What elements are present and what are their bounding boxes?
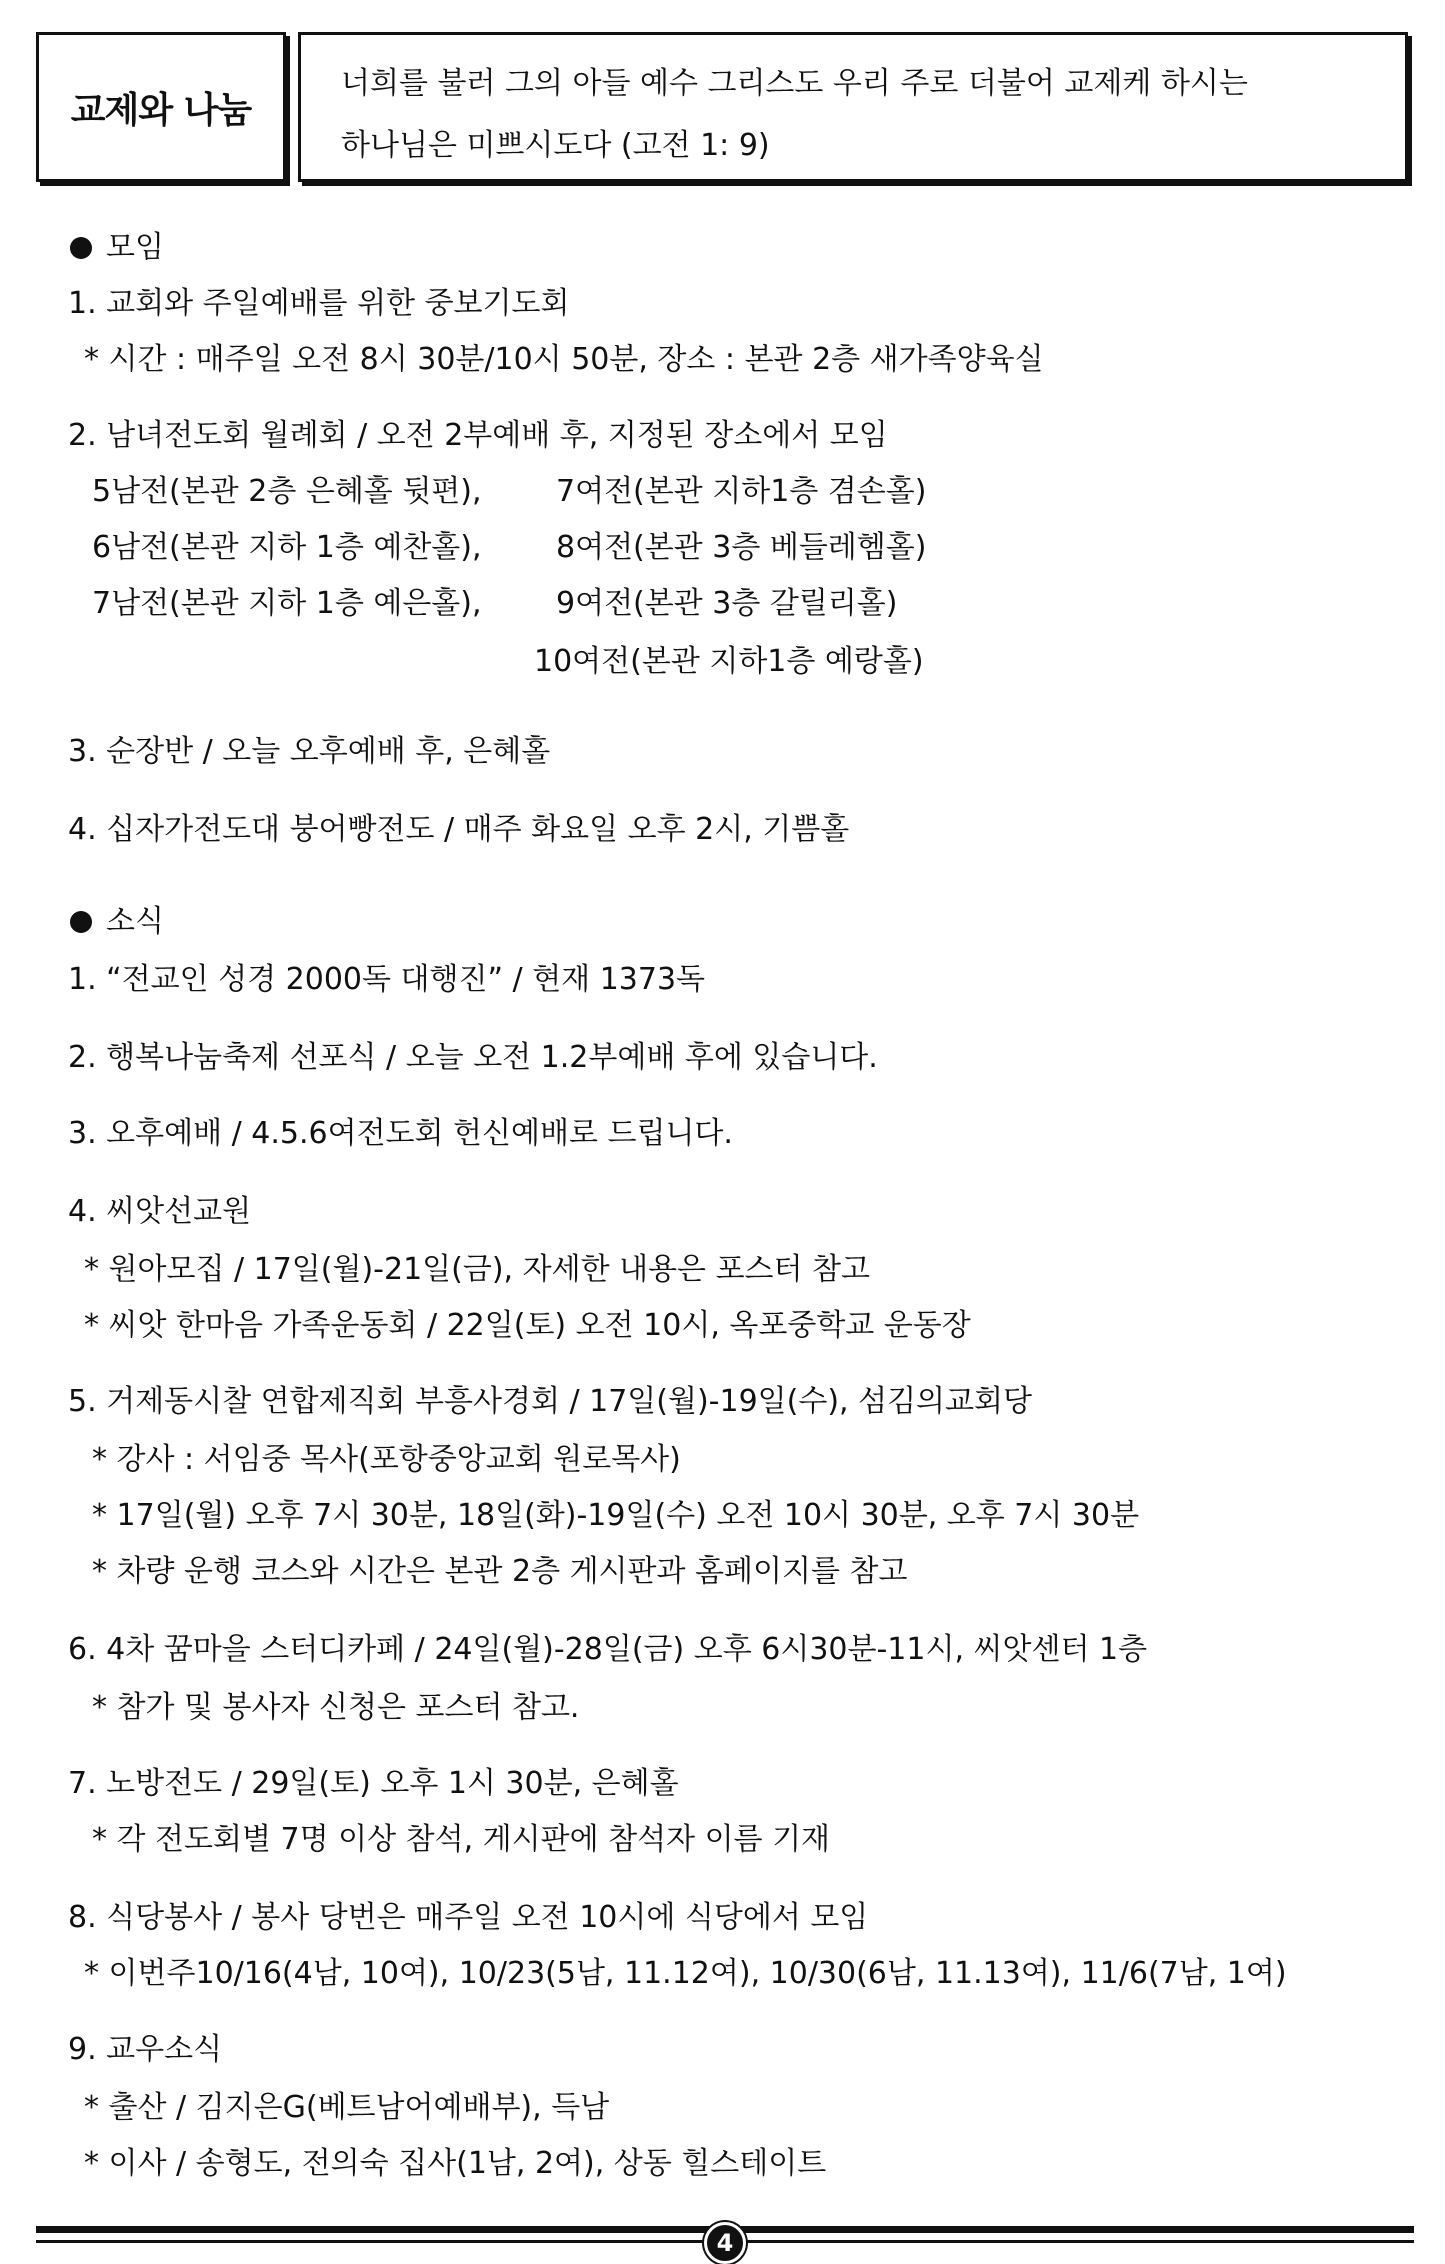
news-item-1: 1. “전교인 성경 2000독 대행진” / 현재 1373독 xyxy=(68,962,706,997)
women-group-1: 7여전(본관 지하1층 겸손홀) xyxy=(556,474,927,509)
news-item-6: 6. 4차 꿈마을 스터디카페 / 24일(월)-28일(금) 오후 6시30분-11시, 씨앗센터 1층 xyxy=(68,1632,1148,1667)
news-item-2: 2. 행복나눔축제 선포식 / 오늘 오전 1.2부예배 후에 있습니다. xyxy=(68,1040,878,1075)
news-item-4-detail-1: * 원아모집 / 17일(월)-21일(금), 자세한 내용은 포스터 참고 xyxy=(84,1252,871,1287)
meeting-item-1: 1. 교회와 주일예배를 위한 중보기도회 xyxy=(68,286,570,321)
bullet-icon xyxy=(70,237,92,259)
meeting-item-2: 2. 남녀전도회 월례회 / 오전 2부예배 후, 지정된 장소에서 모임 xyxy=(68,418,888,453)
news-item-5-detail-2: * 17일(월) 오후 7시 30분, 18일(화)-19일(수) 오전 10시 30분, 오후 7시 30분 xyxy=(92,1498,1140,1533)
verse-box xyxy=(298,32,1408,182)
bullet-icon xyxy=(70,911,92,933)
verse-line-1: 너희를 불러 그의 아들 예수 그리스도 우리 주로 더불어 교제케 하시는 xyxy=(341,66,1248,101)
men-group-2: 6남전(본관 지하 1층 예찬홀), xyxy=(92,530,482,565)
news-item-3: 3. 오후예배 / 4.5.6여전도회 헌신예배로 드립니다. xyxy=(68,1116,733,1151)
women-group-2: 8여전(본관 3층 베들레헴홀) xyxy=(556,530,927,565)
news-heading: 소식 xyxy=(70,904,164,940)
news-item-4-detail-2: * 씨앗 한마음 가족운동회 / 22일(토) 오전 10시, 옥포중학교 운동장 xyxy=(84,1308,971,1343)
verse-line-2: 하나님은 미쁘시도다 (고전 1: 9) xyxy=(341,128,770,163)
men-group-3: 7남전(본관 지하 1층 예은홀), xyxy=(92,586,482,621)
women-group-3: 9여전(본관 3층 갈릴리홀) xyxy=(556,586,898,621)
news-item-5: 5. 거제동시찰 연합제직회 부흥사경회 / 17일(월)-19일(수), 섬김의교회당 xyxy=(68,1384,1032,1419)
meetings-heading: 모임 xyxy=(70,230,164,266)
meeting-item-3: 3. 순장반 / 오늘 오후예배 후, 은혜홀 xyxy=(68,734,551,769)
meeting-item-4: 4. 십자가전도대 붕어빵전도 / 매주 화요일 오후 2시, 기쁨홀 xyxy=(68,812,850,847)
news-item-9-detail-1: * 출산 / 김지은G(베트남어예배부), 득남 xyxy=(84,2090,610,2125)
women-group-4: 10여전(본관 지하1층 예랑홀) xyxy=(534,644,924,679)
news-item-4: 4. 씨앗선교원 xyxy=(68,1194,252,1229)
news-item-8: 8. 식당봉사 / 봉사 당번은 매주일 오전 10시에 식당에서 모임 xyxy=(68,1900,869,1935)
news-item-7: 7. 노방전도 / 29일(토) 오후 1시 30분, 은혜홀 xyxy=(68,1766,679,1801)
news-item-8-detail-1: * 이번주10/16(4남, 10여), 10/23(5남, 11.12여), 10/30(6남, 11.13여), 11/6(7남, 1여) xyxy=(84,1956,1287,1991)
section-title: 교제와 나눔 xyxy=(70,89,252,131)
news-item-9-detail-2: * 이사 / 송형도, 전의숙 집사(1남, 2여), 상동 힐스테이트 xyxy=(84,2146,827,2181)
news-item-6-detail-1: * 참가 및 봉사자 신청은 포스터 참고. xyxy=(92,1690,580,1725)
news-item-5-detail-3: * 차량 운행 코스와 시간은 본관 2층 게시판과 홈페이지를 참고 xyxy=(92,1554,908,1589)
news-item-5-detail-1: * 강사 : 서임중 목사(포항중앙교회 원로목사) xyxy=(92,1442,681,1477)
page-number: 4 xyxy=(704,2222,746,2264)
men-group-1: 5남전(본관 2층 은혜홀 뒷편), xyxy=(92,474,482,509)
news-item-9: 9. 교우소식 xyxy=(68,2032,223,2067)
section-title-box xyxy=(36,32,286,182)
meeting-item-1-detail: * 시간 : 매주일 오전 8시 30분/10시 50분, 장소 : 본관 2층 새가족양육실 xyxy=(84,342,1044,377)
news-item-7-detail-1: * 각 전도회별 7명 이상 참석, 게시판에 참석자 이름 기재 xyxy=(92,1822,831,1857)
